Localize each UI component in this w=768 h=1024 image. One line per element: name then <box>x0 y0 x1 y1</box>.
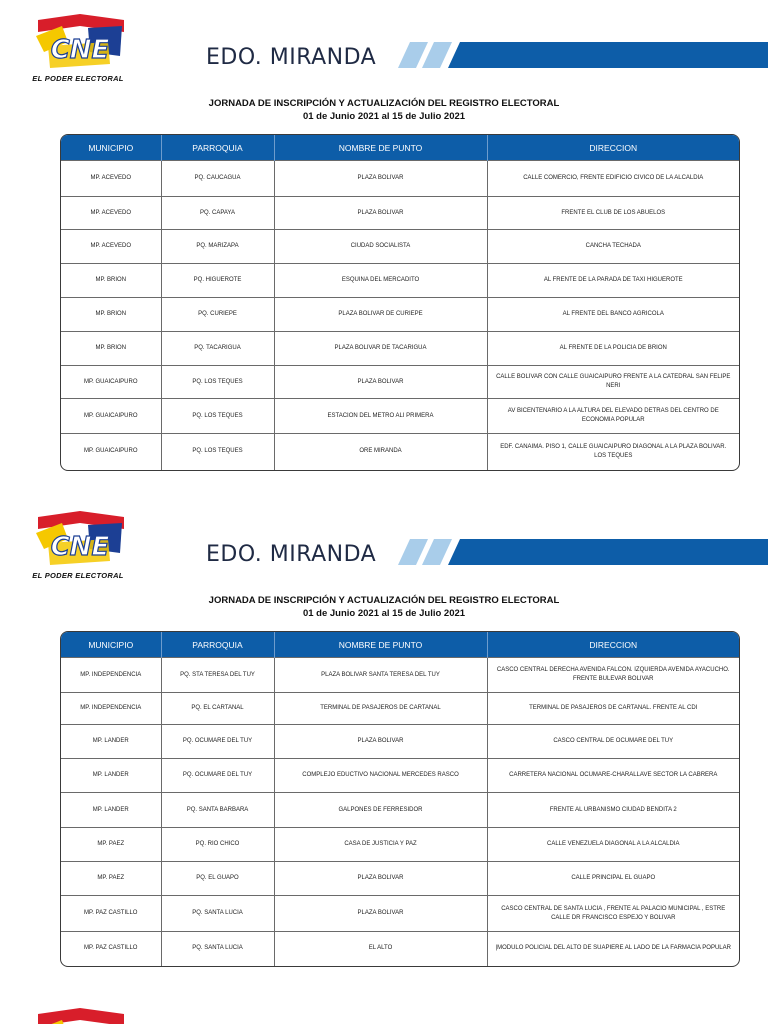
cell-parroquia: PQ. CAUCAGUA <box>161 161 274 197</box>
heading <box>0 97 768 123</box>
cell-municipio: MP. LANDER <box>61 759 161 793</box>
cell-municipio: MP. ACEVEDO <box>61 161 161 197</box>
cell-punto: ESQUINA DEL MERCADITO <box>274 264 487 298</box>
col-direccion: DIRECCION <box>487 135 739 161</box>
cell-parroquia: PQ. HIGUEROTE <box>161 264 274 298</box>
region-title: EDO. MIRANDA <box>206 45 377 70</box>
cell-punto: PLAZA BOLIVAR <box>274 366 487 399</box>
logo-caption: EL PODER ELECTORAL <box>32 571 124 580</box>
heading <box>0 594 768 620</box>
heading-line-1: JORNADA DE INSCRIPCIÓN Y ACTUALIZACIÓN DEL REGISTRO ELECTORAL <box>208 595 560 606</box>
cell-municipio: MP. INDEPENDENCIA <box>61 693 161 725</box>
cell-municipio: MP. ACEVEDO <box>61 230 161 264</box>
table-row <box>61 693 739 725</box>
cell-direccion: AL FRENTE DE LA PARADA DE TAXI HIGUEROTE <box>487 264 739 298</box>
table-row <box>61 932 739 966</box>
registration-table-2 <box>60 631 740 967</box>
cell-punto: PLAZA BOLIVAR SANTA TERESA DEL TUY <box>274 658 487 693</box>
sheet-1 <box>0 0 768 490</box>
table-row <box>61 230 739 264</box>
cell-municipio: MP. ACEVEDO <box>61 197 161 230</box>
table-row <box>61 264 739 298</box>
cell-punto: ORE MIRANDA <box>274 434 487 470</box>
col-municipio: MUNICIPIO <box>61 632 161 658</box>
cell-parroquia: PQ. EL CARTANAL <box>161 693 274 725</box>
cell-direccion: FRENTE AL URBANISMO CIUDAD BENDITA 2 <box>487 793 739 828</box>
table-row <box>61 896 739 932</box>
table-row <box>61 725 739 759</box>
cne-logo-partial <box>28 1006 128 1024</box>
cell-punto: EL ALTO <box>274 932 487 966</box>
cell-parroquia: PQ. MARIZAPA <box>161 230 274 264</box>
cell-punto: PLAZA BOLIVAR DE CURIEPE <box>274 298 487 332</box>
cell-direccion: CANCHA TECHADA <box>487 230 739 264</box>
table-row <box>61 793 739 828</box>
table-row <box>61 298 739 332</box>
cell-parroquia: PQ. TACARIGUA <box>161 332 274 366</box>
cell-municipio: MP. BRION <box>61 332 161 366</box>
cell-municipio: MP. GUAICAIPURO <box>61 366 161 399</box>
region-title: EDO. MIRANDA <box>206 542 377 567</box>
cell-municipio: MP. BRION <box>61 298 161 332</box>
table-row <box>61 332 739 366</box>
table-row <box>61 161 739 197</box>
cell-direccion: CASCO CENTRAL DERECHA AVENIDA FALCON. IZQUIERDA AVENIDA AYACUCHO. FRENTE BULEVAR BOLIVAR <box>487 658 739 693</box>
cell-direccion: CASCO CENTRAL DE SANTA LUCIA , FRENTE AL PALACIO MUNICIPAL , ESTRE CALLE DR FRANCISCO ESPEJO Y BOLIVAR <box>487 896 739 932</box>
heading-line-2: 01 de Junio 2021 al 15 de Julio 2021 <box>302 608 466 619</box>
table-row <box>61 862 739 896</box>
cell-municipio: MP. GUAICAIPURO <box>61 399 161 434</box>
table-row <box>61 434 739 470</box>
table-row <box>61 197 739 230</box>
cell-parroquia: PQ. CAPAYA <box>161 197 274 230</box>
table-row <box>61 366 739 399</box>
cell-punto: PLAZA BOLIVAR <box>274 725 487 759</box>
cell-direccion: TERMINAL DE PASAJEROS DE CARTANAL. FRENTE AL CDI <box>487 693 739 725</box>
cell-punto: PLAZA BOLIVAR DE TACARIGUA <box>274 332 487 366</box>
cell-parroquia: PQ. EL GUAPO <box>161 862 274 896</box>
cell-parroquia: PQ. SANTA LUCIA <box>161 896 274 932</box>
col-municipio: MUNICIPIO <box>61 135 161 161</box>
cell-punto: PLAZA BOLIVAR <box>274 862 487 896</box>
cell-direccion: CASCO CENTRAL DE OCUMARE DEL TUY <box>487 725 739 759</box>
cell-punto: COMPLEJO EDUCTIVO NACIONAL MERCEDES RASCO <box>274 759 487 793</box>
cell-direccion: CALLE COMERCIO, FRENTE EDIFICIO CIVICO DE LA ALCALDIA <box>487 161 739 197</box>
cell-municipio: MP. PAZ CASTILLO <box>61 896 161 932</box>
decorative-stripes <box>398 42 768 68</box>
cell-punto: GALPONES DE FERRESIDOR <box>274 793 487 828</box>
cell-municipio: MP. PAEZ <box>61 828 161 862</box>
cell-punto: TERMINAL DE PASAJEROS DE CARTANAL <box>274 693 487 725</box>
cell-direccion: CALLE PRINCIPAL EL GUAPO <box>487 862 739 896</box>
table-row <box>61 399 739 434</box>
cell-parroquia: PQ. STA TERESA DEL TUY <box>161 658 274 693</box>
table-header-row <box>61 632 739 658</box>
cell-punto: CIUDAD SOCIALISTA <box>274 230 487 264</box>
table-row <box>61 828 739 862</box>
cell-punto: PLAZA BOLIVAR <box>274 197 487 230</box>
logo-caption: EL PODER ELECTORAL <box>32 74 124 83</box>
cell-punto: ESTACION DEL METRO ALI PRIMERA <box>274 399 487 434</box>
heading-line-2: 01 de Junio 2021 al 15 de Julio 2021 <box>302 111 466 122</box>
cell-parroquia: PQ. OCUMARE DEL TUY <box>161 759 274 793</box>
cell-municipio: MP. PAZ CASTILLO <box>61 932 161 966</box>
cell-direccion: FRENTE EL CLUB DE LOS ABUELOS <box>487 197 739 230</box>
cell-parroquia: PQ. CURIEPE <box>161 298 274 332</box>
table-row <box>61 658 739 693</box>
cell-direccion: AL FRENTE DE LA POLICIA DE BRION <box>487 332 739 366</box>
cell-parroquia: PQ. SANTA BARBARA <box>161 793 274 828</box>
table-row <box>61 759 739 793</box>
cell-direccion: CALLE BOLIVAR CON CALLE GUAICAIPURO FRENTE A LA CATEDRAL SAN FELIPE NERI <box>487 366 739 399</box>
cell-direccion: |MODULO POLICIAL DEL ALTO DE SUAPIERE AL LADO DE LA FARMACIA POPULAR <box>487 932 739 966</box>
cell-municipio: MP. PAEZ <box>61 862 161 896</box>
cell-punto: PLAZA BOLIVAR <box>274 896 487 932</box>
cell-municipio: MP. GUAICAIPURO <box>61 434 161 470</box>
logo-text: CNE <box>50 532 110 562</box>
cne-logo <box>28 12 128 84</box>
col-direccion: DIRECCION <box>487 632 739 658</box>
decorative-stripes <box>398 539 768 565</box>
table-header-row <box>61 135 739 161</box>
cell-parroquia: PQ. LOS TEQUES <box>161 434 274 470</box>
cell-municipio: MP. INDEPENDENCIA <box>61 658 161 693</box>
cell-direccion: CALLE VENEZUELA DIAGONAL A LA ALCALDIA <box>487 828 739 862</box>
col-parroquia: PARROQUIA <box>161 632 274 658</box>
cell-parroquia: PQ. OCUMARE DEL TUY <box>161 725 274 759</box>
registration-table-1 <box>60 134 740 471</box>
cell-punto: CASA DE JUSTICIA Y PAZ <box>274 828 487 862</box>
heading-line-1: JORNADA DE INSCRIPCIÓN Y ACTUALIZACIÓN DEL REGISTRO ELECTORAL <box>208 98 560 109</box>
cell-direccion: CARRETERA NACIONAL OCUMARE-CHARALLAVE SECTOR LA CABRERA <box>487 759 739 793</box>
cell-parroquia: PQ. LOS TEQUES <box>161 399 274 434</box>
cne-logo <box>28 509 128 581</box>
sheet-2 <box>0 497 768 987</box>
cell-direccion: AL FRENTE DEL BANCO AGRICOLA <box>487 298 739 332</box>
cell-municipio: MP. LANDER <box>61 793 161 828</box>
cell-punto: PLAZA BOLIVAR <box>274 161 487 197</box>
logo-text: CNE <box>50 35 110 65</box>
col-nombre-de-punto: NOMBRE DE PUNTO <box>274 135 487 161</box>
cell-municipio: MP. LANDER <box>61 725 161 759</box>
cell-parroquia: PQ. SANTA LUCIA <box>161 932 274 966</box>
cell-direccion: EDF. CANAIMA. PISO 1, CALLE GUAICAIPURO DIAGONAL A LA PLAZA BOLIVAR. LOS TEQUES <box>487 434 739 470</box>
col-nombre-de-punto: NOMBRE DE PUNTO <box>274 632 487 658</box>
cell-parroquia: PQ. RIO CHICO <box>161 828 274 862</box>
col-parroquia: PARROQUIA <box>161 135 274 161</box>
cell-parroquia: PQ. LOS TEQUES <box>161 366 274 399</box>
cell-direccion: AV BICENTENARIO A LA ALTURA DEL ELEVADO DETRAS DEL CENTRO DE ECONOMIA POPULAR <box>487 399 739 434</box>
cell-municipio: MP. BRION <box>61 264 161 298</box>
